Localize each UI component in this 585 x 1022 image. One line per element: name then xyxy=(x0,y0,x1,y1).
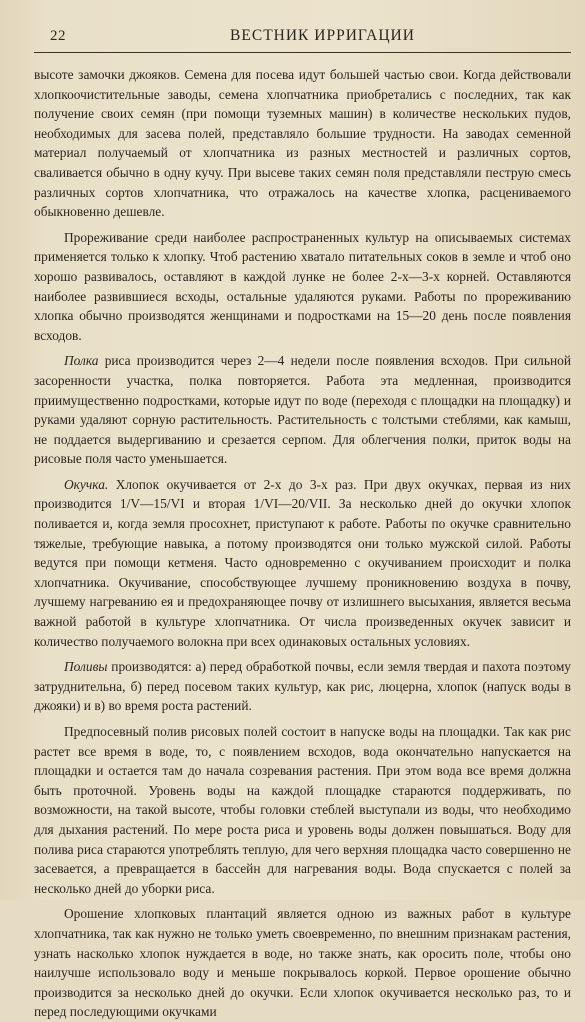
paragraph xyxy=(34,904,571,1022)
paragraph-lead-term: Полка xyxy=(64,353,99,369)
article-body xyxy=(34,65,571,1022)
journal-title: ВЕСТНИК ИРРИГАЦИИ xyxy=(230,27,415,44)
page-number: 22 xyxy=(50,28,66,44)
paragraph xyxy=(34,351,571,469)
paragraph-text: Орошение хлопковых плантаций является одною из важных работ в культуре хлопчатника, так как нужно не только уметь своевременно, по внешним признакам растения, узнать насколько хлопок нуждается в воде, но также знать, как оросить поле, чтобы оно наилучше использовало воду и меньше покрывалось коркой. Первое орошение обычно производится за несколько дней до окучки. Если хлопок окучивается несколько раз, то и перед последующими окучками xyxy=(34,906,571,1020)
paragraph-text: производятся: а) перед обработкой почвы, если земля твердая и пахота поэтому затруднительна, б) перед посевом таких культур, как рис, люцерна, хлопок (напуск воды в джояки) и в) во время роста растений. xyxy=(34,659,571,714)
paragraph-text: Предпосевный полив рисовых полей состоит в напуске воды на площадки. Так как рис растет все время в воде, то, с появлением всходов, вода окончательно напускается на площадки и остается там до начала созревания растения. При этом вода все время должна быть проточной. Уровень воды на каждой площадке стараются поддерживать, по возможности, на такой высоте, чтобы головки стеблей выступали из воды, что необходимо для дыхания растений. По мере роста риса и уровень воды должен повышаться. Воду для полива риса стараются употреблять теплую, для чего верхняя площадка часто совершенно не засевается, а превращается в бассейн для нагревания воды. Вода спускается с полей за несколько дней до уборки риса. xyxy=(34,724,571,896)
paragraph-text: риса производится через 2—4 недели после появления всходов. При сильной засоренности участка, полка повторяется. Работа эта медленная, производится приимущественно подростками, которые идут по воде (переходя с площадки на площадку) и руками удаляют сорную растительность. Растительность с толстыми стеблями, как камыш, не поддается выдергиванию и срезается серпом. Для облегчения полки, приток воды на рисовые поля часто уменьшается. xyxy=(34,353,571,467)
paragraph-lead-term: Поливы xyxy=(64,659,108,675)
paragraph xyxy=(34,722,571,898)
paragraph-text: Прореживание среди наиболее распространенных культур на описываемых системах применяется только к хлопку. Чтоб растению хватало питательных соков в земле и чтоб оно хорошо развивалось, оставляют в каждой лунке не более 2-х—3-х корней. Оставляются наиболее развившиеся всходы, остальные удаляются руками. Работы по прореживанию хлопка обычно производятся женщинами и подростками на 15—20 день после появления всходов. xyxy=(34,229,571,343)
paragraph xyxy=(34,657,571,716)
running-header xyxy=(34,26,571,53)
paragraph-text: Хлопок окучивается от 2-х до 3-х раз. При двух окучках, первая из них производится 1/V—15/VI и вторая 1/VI—20/VII. За несколько дней до окучки хлопок поливается и, когда земля просохнет, приступают к работе. Работы по окучке сравнительно тяжелые, требующие навыка, а потому производятся они только мужской силой. Работы ведутся при помощи кетменя. Часто одновременно с окучиванием происходит и полка хлопчатника. Окучивание, способствующее лучшему проникновению воздуха в почву, лучшему нагреванию ея и предохраняющее почву от излишнего высыхания, является весьма важной работой в культуре хлопчатника. От числа произведенных окучек зависит и количество получаемого волокна при всех одинаковых остальных условиях. xyxy=(34,476,571,649)
paragraph-lead-term: Окучка. xyxy=(64,476,109,492)
paragraph xyxy=(34,228,571,346)
paragraph xyxy=(34,475,571,651)
paragraph xyxy=(34,65,571,222)
paragraph-text: высоте замочки джояков. Семена для посева идут большей частью свои. Когда действовали хлопкоочистительные заводы, семена хлопчатника приобретались с последних, так как получение своих семян (при помощи туземных машин) в количестве нескольких пудов, необходимых для засева полей, представляло большие трудности. На заводах семенной материал получаемый от хлопчатника из разных местностей и различных сортов, сваливается обычно в одну кучу. При высеве таких семян поля представляли пеструю смесь различных сортов хлопчатника, что отражалось на качестве хлопка, расцениваемого обыкновенно дешевле. xyxy=(34,67,571,220)
